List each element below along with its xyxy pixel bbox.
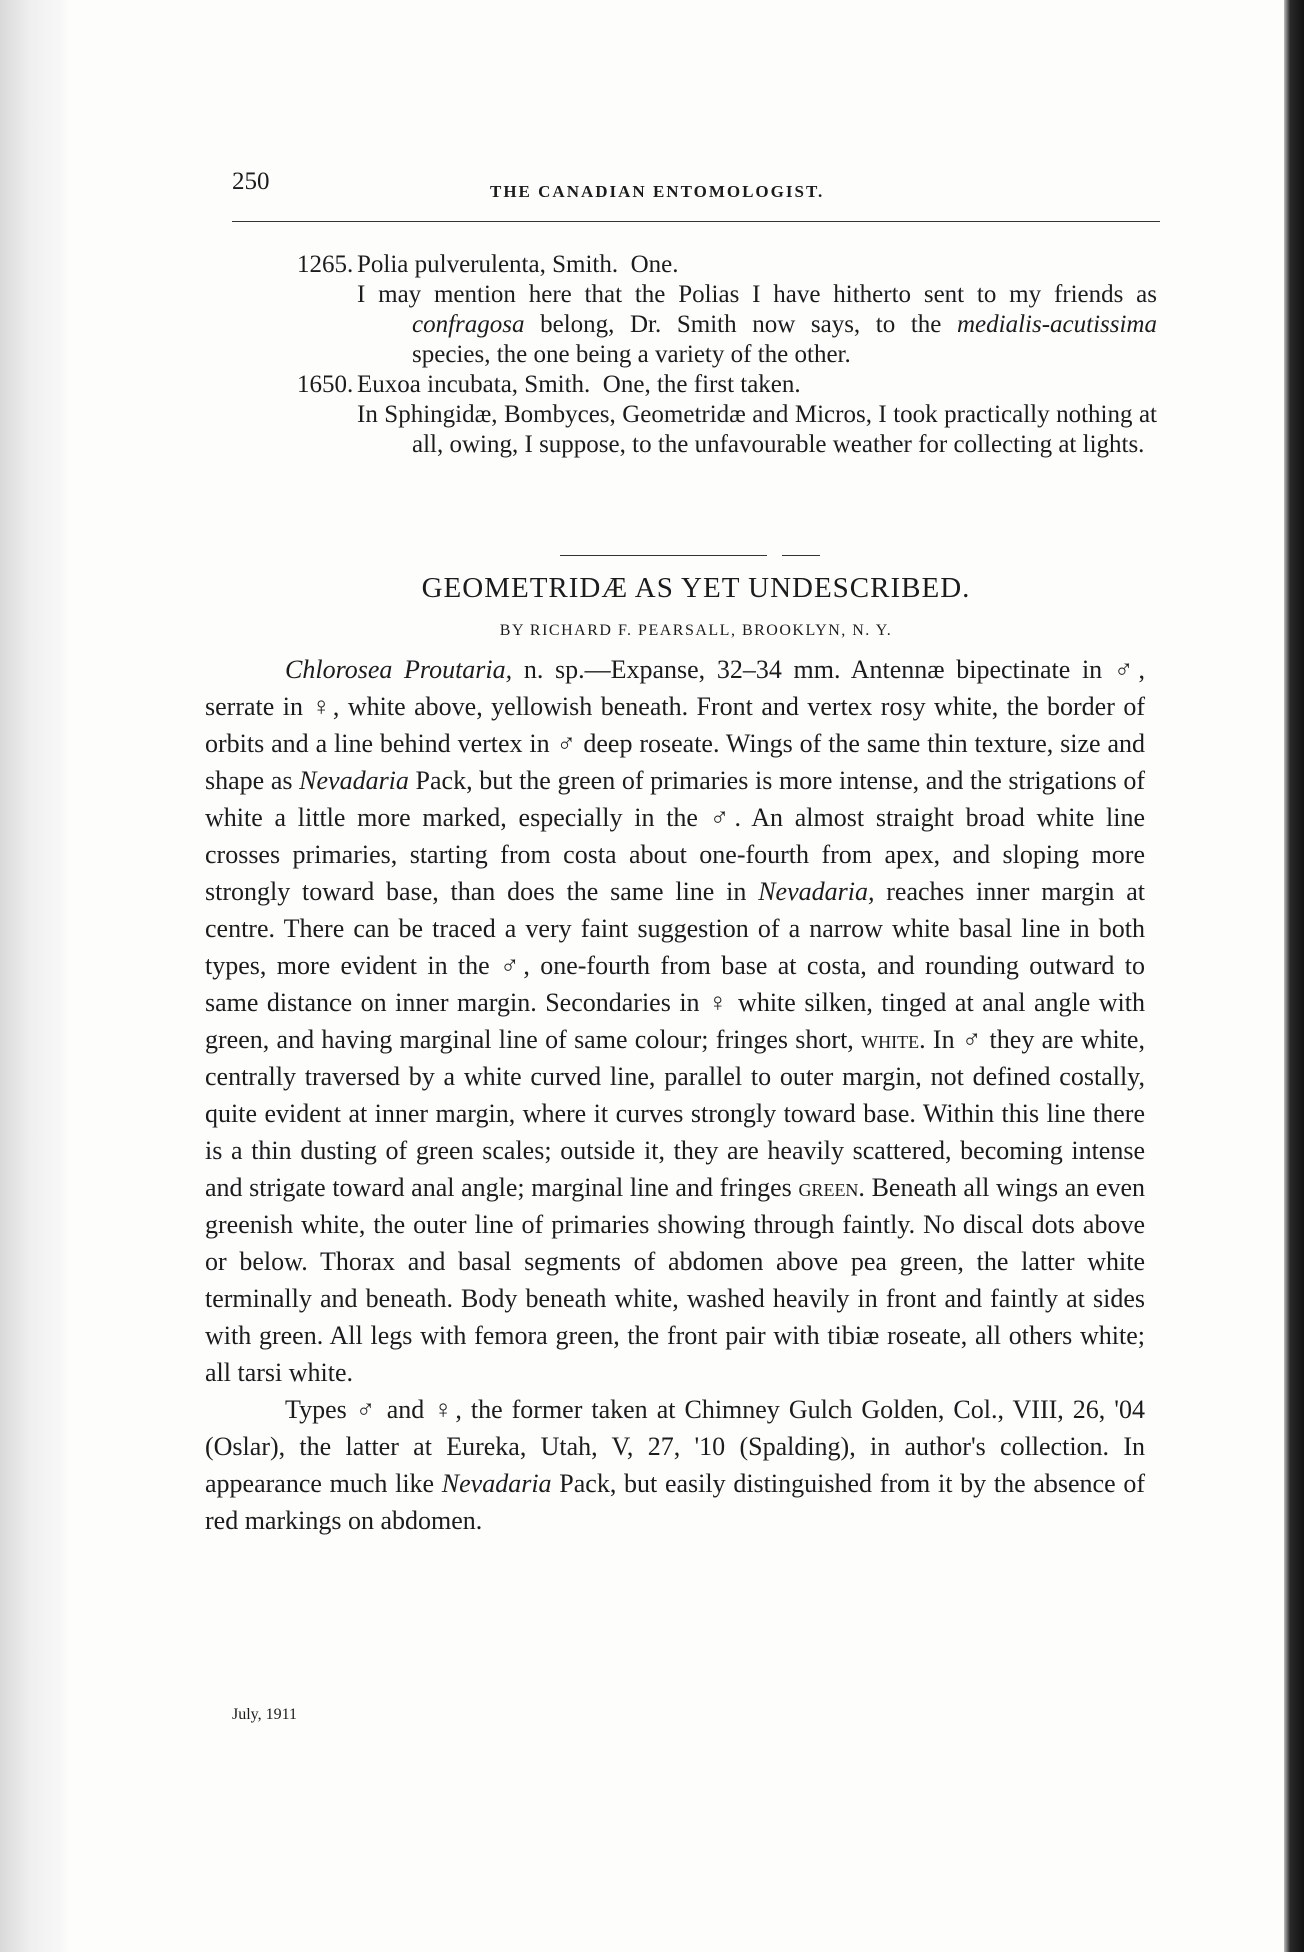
article-byline: BY RICHARD F. PEARSALL, BROOKLYN, N. Y. xyxy=(499,622,893,639)
species-ref: Nevadaria xyxy=(299,766,409,795)
entry-species: Euxoa incubata, Smith. xyxy=(357,371,591,398)
list-item xyxy=(297,250,1157,370)
species-name: Chlorosea Proutaria, xyxy=(285,655,513,684)
issue-date: July, 1911 xyxy=(232,1706,298,1723)
species-ref: Nevadaria, xyxy=(758,877,875,906)
entry-species: Polia pulverulenta, Smith. xyxy=(357,251,619,278)
species-ref: Nevadaria xyxy=(441,1469,552,1498)
page-number: 250 xyxy=(232,168,270,195)
species-list xyxy=(297,250,1157,460)
entry-count: One. xyxy=(630,251,679,278)
entry-number: 1650. xyxy=(297,371,354,398)
species-ref: confragosa xyxy=(412,311,525,338)
page-edge-shadow xyxy=(1284,0,1304,1952)
entry-note: In Sphingidæ, Bombyces, Geometridæ and Micros, I took practically nothing at all, owing, I suppose, to the unfavourable weather for collecting at lights. xyxy=(357,401,1157,458)
entry-count: One, the first taken. xyxy=(602,371,801,398)
page-header xyxy=(232,168,1160,208)
article-title: GEOMETRIDÆ AS YET UNDESCRIBED. xyxy=(421,572,971,604)
description-paragraph: Chlorosea Proutaria, n. sp.—Expanse, 32–34 mm. Antennæ bipectinate in ♂, serrate in ♀, white above, yellowish beneath. Front and vertex rosy white, the border of orbits and a line behind vertex in ♂ deep roseate. Wings of the same thin texture, size and shape as Nevadaria Pack, but the green of primaries is more intense, and the strigations of white a little more marked, especially in the ♂. An almost straight broad white line crosses primaries, starting from costa about one-fourth from apex, and sloping more strongly toward base, than does the same line in Nevadaria, reaches inner margin at centre. There can be traced a very faint suggestion of a narrow white basal line in both types, more evident in the ♂, one-fourth from base at costa, and rounding outward to same distance on inner margin. Secondaries in ♀ white silken, tinged at anal angle with green, and having marginal line of same colour; fringes short, white. In ♂ they are white, centrally traversed by a white curved line, parallel to outer margin, not defined costally, quite evident at inner margin, where it curves strongly toward base. Within this line there is a thin dusting of green scales; outside it, they are heavily scattered, becoming intense and strigate toward anal angle; marginal line and fringes green. Beneath all wings an even greenish white, the outer line of primaries showing through faintly. No discal dots above or below. Thorax and basal segments of abdomen above pea green, the latter white terminally and beneath. Body beneath white, washed heavily in front and faintly at sides with green. All legs with femora green, the front pair with tibiæ roseate, all others white; all tarsi white. xyxy=(205,655,1146,1387)
running-title: THE CANADIAN ENTOMOLOGIST. xyxy=(490,182,825,201)
entry-note: I may mention here that the Polias I have hitherto sent to my friends as confragosa belong, Dr. Smith now says, to the medialis-acutissima species, the one being a variety of the other. xyxy=(357,281,1157,368)
list-item xyxy=(297,370,1157,460)
header-rule xyxy=(232,221,1160,222)
page-binding-shadow xyxy=(0,0,70,1952)
entry-heading xyxy=(357,250,1157,280)
types-paragraph: Types ♂ and ♀, the former taken at Chimney Gulch Golden, Col., VIII, 26, '04 (Oslar), the latter at Eureka, Utah, V, 27, '10 (Spalding), in author's collection. In appearance much like Nevadaria Pack, but easily distinguished from it by the absence of red markings on abdomen. xyxy=(205,1395,1145,1535)
article-body xyxy=(205,651,1145,1539)
species-ref: medialis-acutissima xyxy=(957,311,1157,338)
entry-heading xyxy=(357,370,1157,400)
entry-number: 1265. xyxy=(297,251,354,278)
